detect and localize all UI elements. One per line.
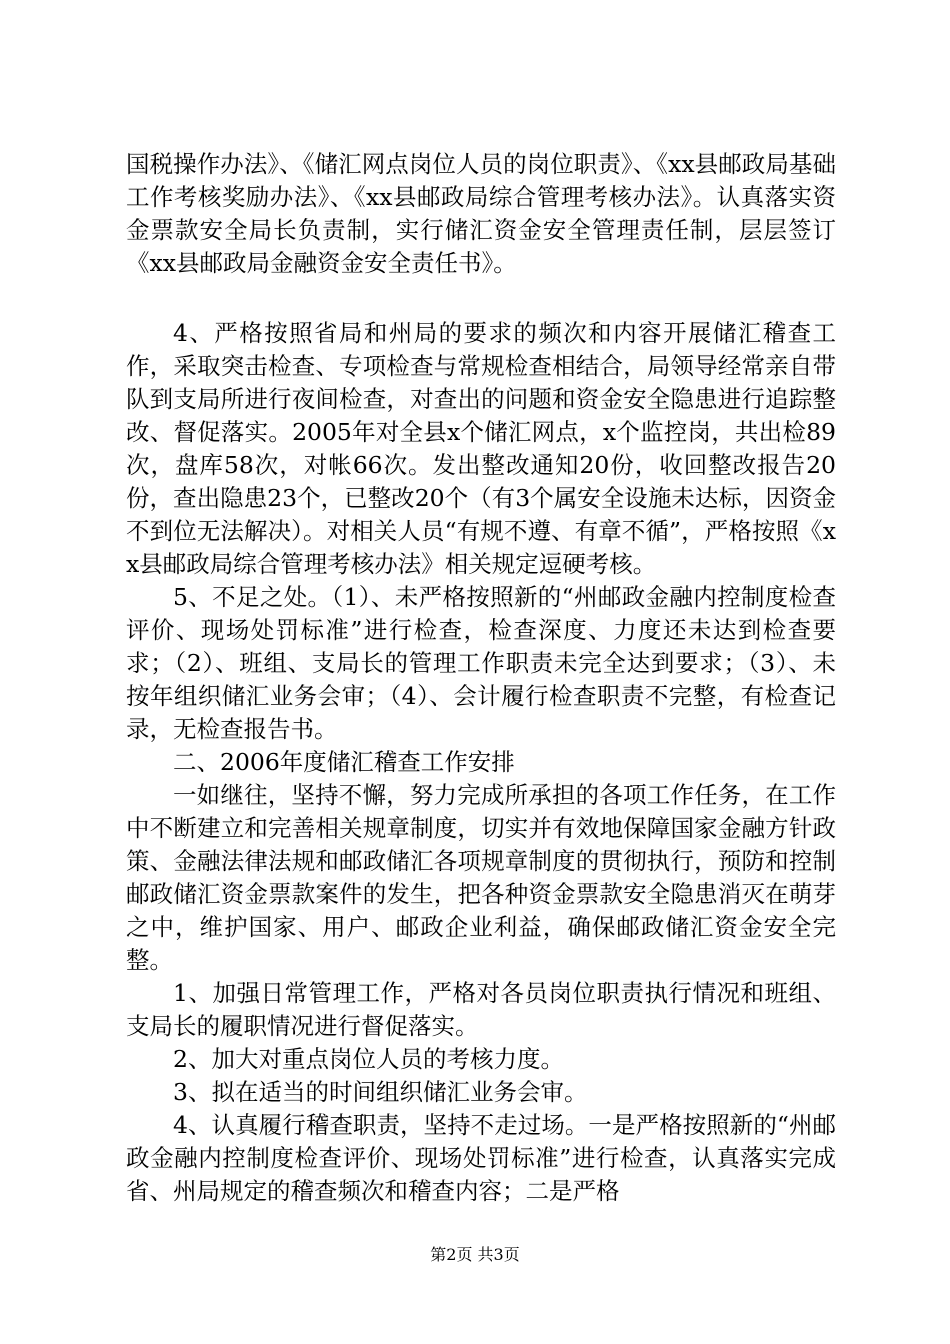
plan-item-1: 1、加强日常管理工作，严格对各员岗位职责执行情况和班组、支局长的履职情况进行督促落实。 <box>126 979 836 1040</box>
plan-item-4: 4、认真履行稽查职责，坚持不走过场。一是严格按照新的“州邮政金融内控制度检查评价、现场处罚标准”进行检查，认真落实完成省、州局规定的稽查频次和稽查内容；二是严格 <box>126 1111 836 1205</box>
paragraph-item-4-inspection: 4、严格按照省局和州局的要求的频次和内容开展储汇稽查工作，采取突击检查、专项检查与常规检查相结合，局领导经常亲自带队到支局所进行夜间检查，对查出的问题和资金安全隐患进行追踪整改、督促落实。2005年对全县x个储汇网点，x个监控岗，共出检89次，盘库58次，对帐66次。发出整改通知20份，收回整改报告20份，查出隐患23个，已整改20个（有3个属安全设施未达标，因资金不到位无法解决）。对相关人员“有规不遵、有章不循”，严格按照《xx县邮政局综合管理考核办法》相关规定逗硬考核。 <box>126 319 836 578</box>
paragraph-gap <box>126 280 836 317</box>
paragraph-plan-intro: 一如继往，坚持不懈，努力完成所承担的各项工作任务，在工作中不断建立和完善相关规章制度，切实并有效地保障国家金融方针政策、金融法律法规和邮政储汇各项规章制度的贯彻执行，预防和控制邮政储汇资金票款案件的发生，把各种资金票款安全隐患消灭在萌芽之中，维护国家、用户、邮政企业利益，确保邮政储汇资金安全完整。 <box>126 781 836 974</box>
plan-item-2: 2、加大对重点岗位人员的考核力度。 <box>173 1045 564 1073</box>
page-number-footer: 第2页 共3页 <box>430 1245 520 1264</box>
paragraph-item-5-shortcomings: 5、不足之处。（1）、未严格按照新的“州邮政金融内控制度检查评价、现场处罚标准”进行检查，检查深度、力度还未达到检查要求；（2）、班组、支局长的管理工作职责未完全达到要求；（3）、未按年组织储汇业务会审；（4）、会计履行检查职责不完整，有检查记录，无检查报告书。 <box>126 583 836 743</box>
section-heading-2006-plan: 二、2006年度储汇稽查工作安排 <box>173 748 515 776</box>
paragraph-continuation: 国税操作办法》、《储汇网点岗位人员的岗位职责》、《xx县邮政局基础工作考核奖励办法》、《xx县邮政局综合管理考核办法》。认真落实资金票款安全局长负责制，实行储汇资金安全管理责任制，层层签订《xx县邮政局金融资金安全责任书》。 <box>126 150 836 277</box>
document-body <box>126 148 836 1208</box>
plan-item-3: 3、拟在适当的时间组织储汇业务会审。 <box>173 1078 588 1106</box>
